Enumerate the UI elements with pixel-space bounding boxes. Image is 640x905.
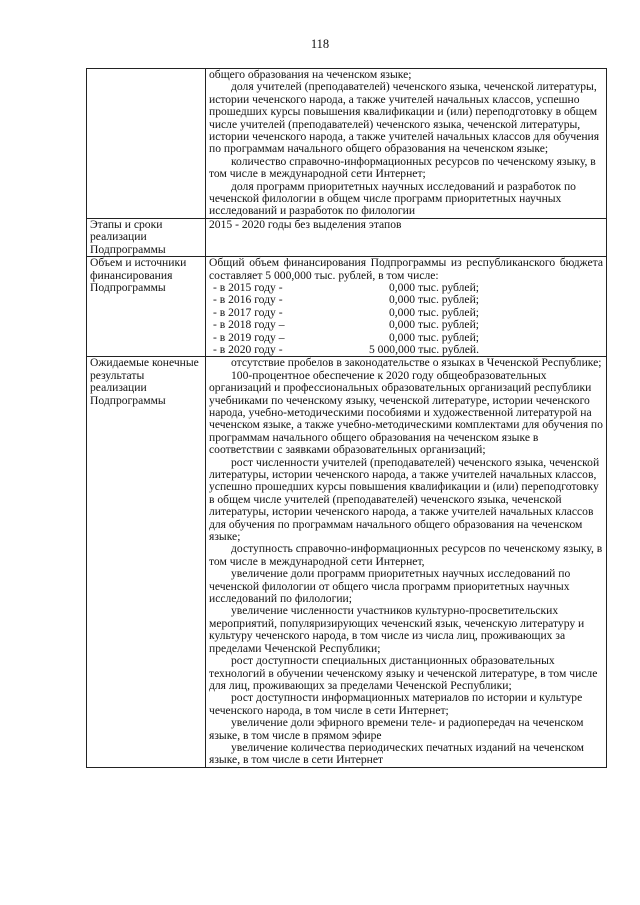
subprogram-passport-table [86, 68, 607, 768]
row-label-text: Объем и источники финансирования Подпрограммы [90, 256, 187, 294]
paragraph: увеличение доли программ приоритетных научных исследований по чеченской филологии от общего числа программ приоритетных научных исследований по филологии; [209, 567, 571, 606]
row-label [87, 357, 206, 767]
funding-amount: 0,000 тыс. рублей; [388, 330, 479, 344]
row-label-text: Этапы и сроки реализации Подпрограммы [90, 217, 166, 256]
row-content [206, 357, 607, 767]
paragraph: рост численности учителей (преподавателей) чеченского языка, чеченской литературы, истории чеченского народа, а также учителей начальных классов, успешно прошедших курсы повышения квалификации и (или) переподготовку в общем числе учителей (преподавателей) чеченского языка, чеченской литературы, истории чеченского народа, а также учителей начальных классов для обучения по программам начального общего образования на чеченском языке; [209, 455, 600, 544]
funding-year-row [209, 294, 603, 306]
page-number: 118 [310, 37, 330, 51]
funding-amount: 0,000 тыс. рублей; [388, 305, 479, 319]
funding-year-row [209, 319, 603, 331]
row-content [206, 218, 607, 256]
paragraph: увеличение доли эфирного времени теле- и радиопередач на чеченском языке, в том числе в прямом эфире [209, 716, 584, 742]
table-row-funding [87, 257, 607, 357]
funding-year: - в 2017 году - [213, 305, 283, 319]
paragraph: доля программ приоритетных научных исследований и разработок по чеченской филологии в общем числе программ приоритетных научных исследований и разработок по филологии [209, 179, 576, 218]
paragraph: 2015 - 2020 годы без выделения этапов [209, 217, 402, 231]
row-label [87, 218, 206, 256]
table-row-stages [87, 218, 607, 256]
row-content [206, 257, 607, 357]
paragraph: увеличение количества периодических печатных изданий на чеченском языке, в том числе в сети Интернет [209, 740, 584, 767]
paragraph: рост доступности специальных дистанционных образовательных технологий в обучении чеченскому языку и чеченской литературе, в том числе для лиц, проживающих за пределами Чеченской Республики; [209, 654, 598, 692]
table-row-expected-results [87, 357, 607, 767]
paragraph: 100-процентное обеспечение к 2020 году общеобразовательных организаций и профессиональных образовательных организаций республики учебниками по чеченскому языку, чеченской литературе, истории чеченского народа, учебно-методическими пособиями и художественной литературой на чеченском языке, а также учебно-методическими комплектами для обучения по программам начального общего образования на чеченском языке в соответствии с заявками образовательных организаций; [209, 368, 603, 457]
row-label [87, 69, 206, 219]
paragraph: доступность справочно-информационных ресурсов по чеченскому языку, в том числе в международной сети Интернет, [209, 542, 603, 568]
funding-amount: 0,000 тыс. рублей; [388, 280, 479, 294]
funding-year: - в 2020 году - [213, 342, 283, 356]
funding-year: - в 2018 году – [213, 318, 285, 332]
row-content [206, 69, 607, 219]
funding-intro: Общий объем финансирования Подпрограммы из республиканского бюджета составляет 5 000,000 тыс. рублей, в том числе: [209, 256, 603, 282]
paragraph: количество справочно-информационных ресурсов по чеченскому языку, в том числе в международной сети Интернет; [209, 154, 596, 181]
row-label-text: Ожидаемые конечные результаты реализации Подпрограммы [90, 356, 199, 407]
paragraph: доля учителей (преподавателей) чеченского языка, чеченской литературы, истории чеченского народа, а также учителей начальных классов, успешно прошедших курсы повышения квалификации и (или) переподготовку в общем числе учителей (преподавателей) чеченского языка, чеченской литературы, истории чеченского народа, а также учителей начальных классов для обучения по программам начального общего образования на чеченском языке; [209, 80, 600, 156]
funding-year-row [209, 344, 603, 356]
funding-year: - в 2019 году – [213, 330, 285, 344]
paragraph: увеличение численности участников культурно-просветительских мероприятий, популяризирующих чеченский язык, чеченскую литературу и культуру чеченского народа, в том числе из числа лиц, проживающих за пределами Чеченской Республики; [209, 604, 585, 655]
funding-amount: 0,000 тыс. рублей; [388, 293, 479, 307]
funding-year: - в 2015 году - [213, 280, 283, 294]
funding-amount: 5 000,000 тыс. рублей. [368, 342, 479, 356]
row-label [87, 257, 206, 357]
paragraph: рост доступности информационных материалов по истории и культуре чеченского народа, в том числе в сети Интернет; [209, 691, 583, 717]
paragraph: отсутствие пробелов в законодательстве о языках в Чеченской Республике; [231, 356, 602, 370]
paragraph: общего образования на чеченском языке; [209, 68, 412, 81]
funding-amount: 0,000 тыс. рублей; [388, 318, 479, 332]
table-row-indicators [87, 69, 607, 219]
funding-year: - в 2016 году - [213, 293, 283, 307]
